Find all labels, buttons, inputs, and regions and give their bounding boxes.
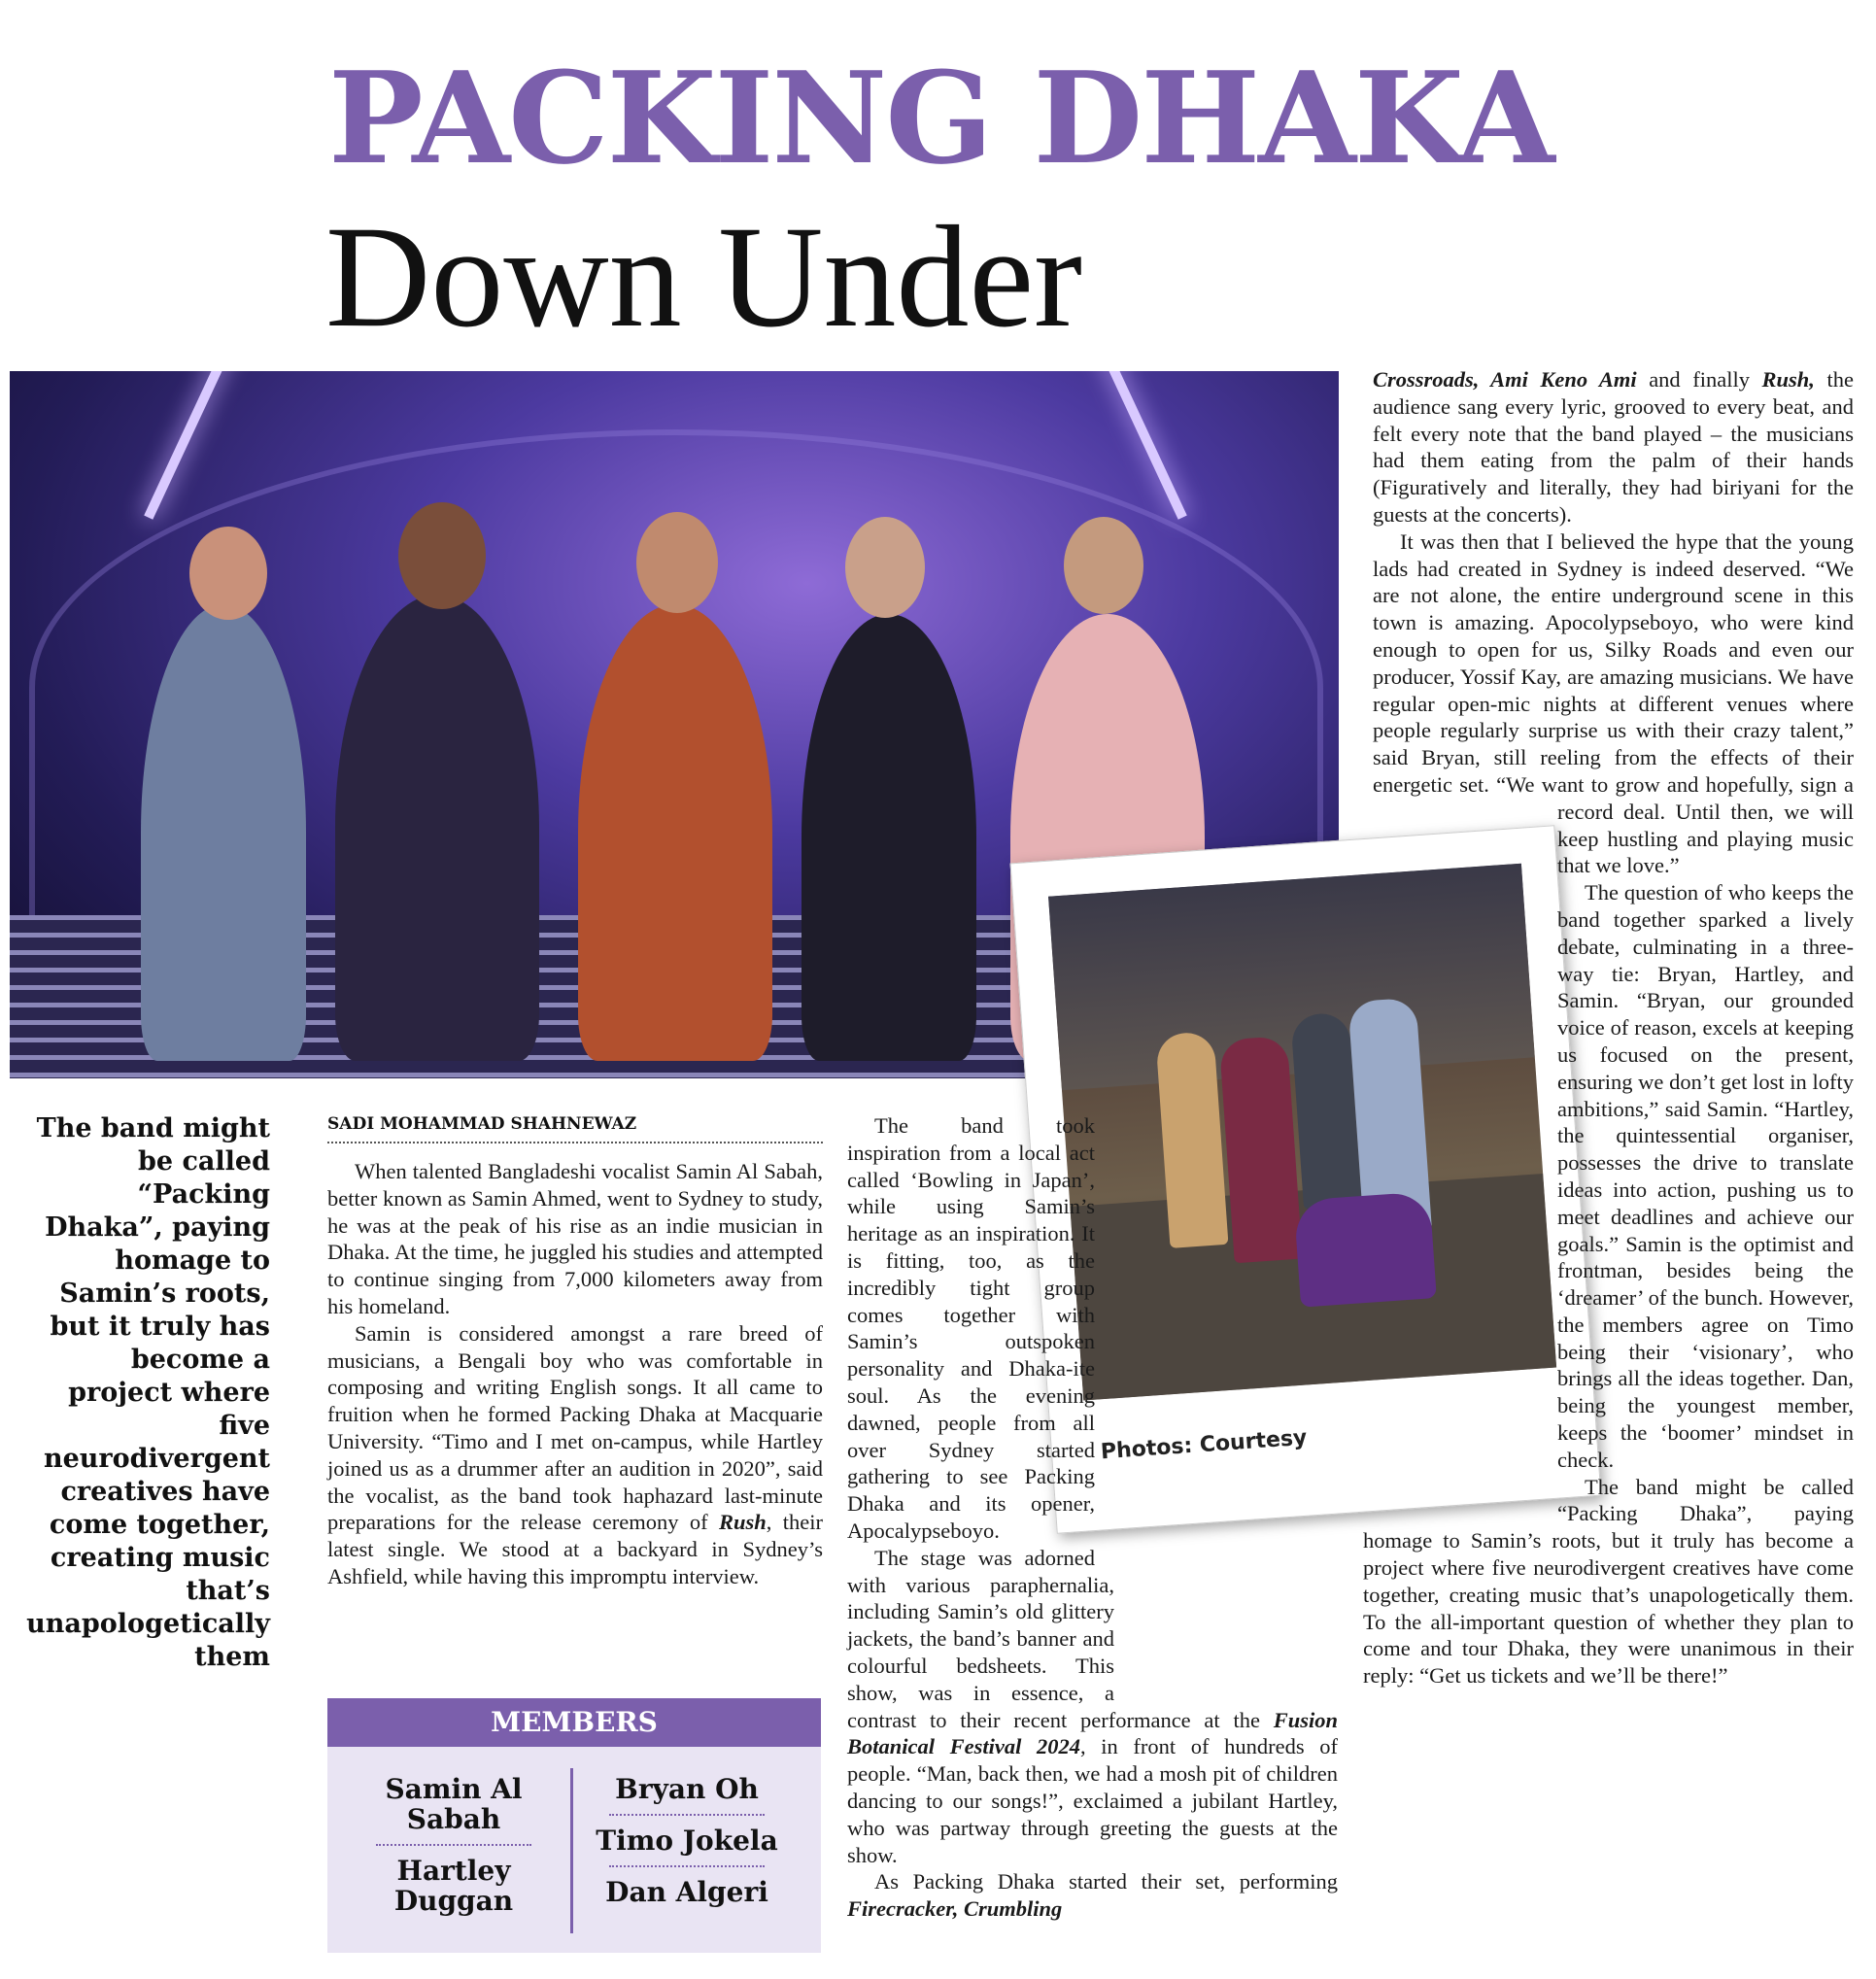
col1-paragraph-2: Samin is considered amongst a rare breed of musicians, a Bengali boy who was comfortable in composing and writing English songs. It all came to fruition when he formed Packing Dhaka at Macquarie University. “Timo and I met on-campus, while Hartley joined us as a drummer after an audition in 2020”, said the vocalist, as the band took haphazard last-minute preparations for the release ceremony of Rush, their latest single. We stood at a backyard in Sydney’s Ashfield, while having this impromptu interview. [327,1320,823,1588]
col3-paragraph-3: The question of who keeps the band together sparked a lively debate, culminating in a three-way tie: Bryan, Hartley, and Samin. “Bryan, our grounded voice of reason, excels at keeping us focused on the present, ensuring we don’t get lost in lofty ambitions,” said Samin. “Hartley, the quintessential organiser, possesses the drive to translate ideas into action, pushing us to meet deadlines and achieve our goals.” Samin is the optimist and frontman, besides being the ‘dreamer’ of the bunch. However, the members agree on Timo being their ‘visionary’, who brings all the ideas together. Dan, being the youngest member, keeps the ‘boomer’ mindset in check. [1557,880,1854,1472]
photo-credit: Photos: Courtesy [1100,1425,1309,1465]
col3-paragraph-2: It was then that I believed the hype that the young lads had created in Sydney is indeed deserved. “We are not alone, the entire underground scene in this town is amazing. Apocolypseboyo, who were kind enough to open for us, Silky Roads and even our producer, Yossif Kay, are amazing musicians. We have regular open-mic nights at different venues where people regularly surprise us with their crazy talent,” said Bryan, still reeling from the effects of their energetic set. “We want to grow and hopefully, sign a record deal. Until then, we will keep hustling and playing music that we love.” [1373,529,1854,878]
member-name: Samin Al Sabah [385,1773,523,1835]
col2-paragraph-2: The stage was adorned with various paraphernalia, including Samin’s old glittery jackets, the band’s banner and colourful bedsheets. This show, was in essence, a contrast to their recent performance at the Fusion Botanical Festival 2024, in front of hundreds of people. “Man, back then, we had a mosh pit of children dancing to our songs!”, exclaimed a jubilant Hartley, who was partway through greeting the guests at the show. [847,1545,1338,1867]
members-title: MEMBERS [327,1698,821,1747]
article-column-1 [327,1158,823,1590]
col3-paragraph-1: Crossroads, Ami Keno Ami and finally Rush, the audience sang every lyric, grooved to every beat, and felt every note that the band played – the musicians had them eating from the palm of their hands (Figuratively and literally, they had biriyani for the guests at the concerts). [1373,367,1854,527]
col1-paragraph-1: When talented Bangladeshi vocalist Samin Al Sabah, better known as Samin Ahmed, went to Sydney to study, he was at the peak of his rise as an indie musician in Dhaka. At the time, he juggled his studies and attempted to continue singing from 7,000 kilometers away from his homeland. [327,1159,823,1318]
member-name: Timo Jokela [596,1825,778,1857]
song-titles: Firecracker, Crumbling [847,1896,1063,1922]
col2-paragraph-3: As Packing Dhaka started their set, performing Firecracker, Crumbling [847,1869,1338,1922]
single-title: Rush [718,1510,767,1535]
article-column-3 [1363,366,1854,1689]
col2-paragraph-1: The band took inspiration from a local act called ‘Bowling in Japan’, while using Samin’s heritage as an inspiration. It is fitting, too, as the incredibly tight group comes together with Samin’s outspoken personality and Dhaka-ite soul. As the evening dawned, people from all over Sydney started gathering to see Packing Dhaka and its opener, Apocalypseboyo. [847,1113,1095,1543]
member-name: Dan Algeri [605,1876,768,1908]
col3-paragraph-4: The band might be called “Packing Dhaka”, paying homage to Samin’s roots, but it truly has become a project where five neurodivergent creatives have come together, creating music that’s unapologetically them. To the all-important question of whether they plan to come and tour Dhaka, they were unanimous in their reply: “Get us tickets and we’ll be there!” [1363,1474,1854,1689]
member-name: Hartley Duggan [393,1855,514,1917]
members-divider [570,1768,573,1933]
member-name: Bryan Oh [615,1773,759,1805]
pull-quote: The band might be called “Packing Dhaka”, paying homage to Samin’s roots, but it truly has become a project where five neurodivergent creatives have come together, creating music that’s unapologetically them [26,1113,270,1672]
byline: SADI MOHAMMAD SHAHNEWAZ [327,1114,823,1143]
members-box [327,1698,821,1953]
headline-main: PACKING DHAKA [328,44,1553,192]
article-column-2 [847,1112,1338,1923]
members-left-list [357,1768,551,1922]
festival-name: Fusion Botanical Festival 2024 [847,1707,1338,1759]
members-right-list [590,1768,784,1913]
headline-sub: Down Under [325,196,1083,358]
